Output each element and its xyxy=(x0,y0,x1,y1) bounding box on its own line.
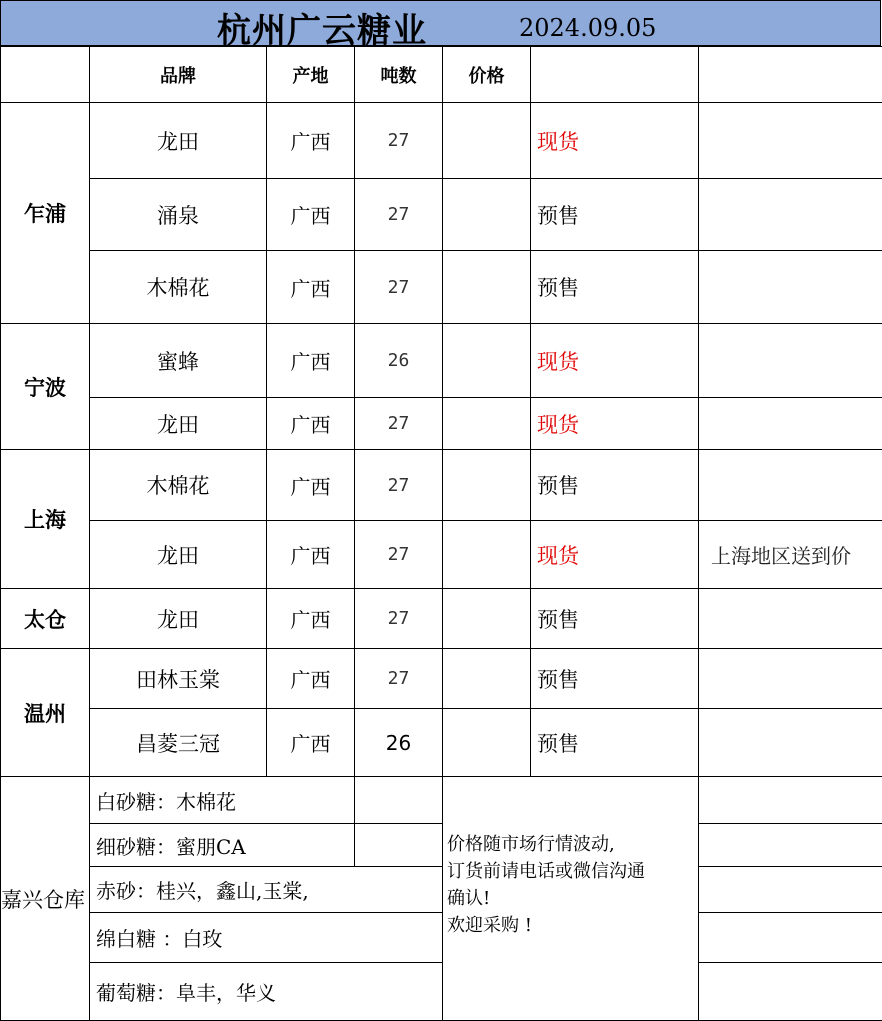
brand-cell: 蜜蜂 xyxy=(90,324,267,398)
note-cell xyxy=(699,251,882,324)
note-cell xyxy=(699,450,882,521)
brand-cell: 龙田 xyxy=(90,103,267,179)
header-row xyxy=(1,47,882,103)
origin-cell: 广西 xyxy=(267,709,355,777)
origin-cell: 广西 xyxy=(267,398,355,450)
company-title: 杭州广云糖业 xyxy=(217,11,427,51)
tons-cell: 27 xyxy=(355,450,443,521)
notice-cell xyxy=(443,777,699,1021)
table-row xyxy=(1,649,882,709)
city-cell: 上海 xyxy=(1,450,90,589)
note-cell xyxy=(699,709,882,777)
origin-cell: 广西 xyxy=(267,649,355,709)
brand-cell: 木棉花 xyxy=(90,251,267,324)
tons-cell: 27 xyxy=(355,521,443,589)
price-cell xyxy=(443,521,531,589)
warehouse-row xyxy=(1,777,882,824)
brand-cell: 龙田 xyxy=(90,398,267,450)
warehouse-row xyxy=(1,963,882,1021)
table-row xyxy=(1,589,882,649)
price-cell xyxy=(443,179,531,251)
table-row xyxy=(1,398,882,450)
note-cell xyxy=(699,324,882,398)
origin-cell: 广西 xyxy=(267,324,355,398)
note-cell xyxy=(699,398,882,450)
price-cell xyxy=(443,398,531,450)
status-cell: 预售 xyxy=(531,589,699,649)
price-cell xyxy=(443,251,531,324)
price-cell xyxy=(443,589,531,649)
notice-line: 价格随市场行情波动, xyxy=(447,834,615,855)
empty-cell xyxy=(699,867,882,913)
empty-cell xyxy=(355,777,443,824)
tons-cell: 26 xyxy=(355,324,443,398)
status-cell: 预售 xyxy=(531,179,699,251)
tons-cell: 27 xyxy=(355,398,443,450)
table-row xyxy=(1,179,882,251)
brand-cell: 龙田 xyxy=(90,521,267,589)
empty-cell xyxy=(355,824,443,867)
product-cell: 细砂糖：蜜朋CA xyxy=(90,824,355,867)
price-cell xyxy=(443,709,531,777)
status-cell: 现货 xyxy=(531,521,699,589)
city-cell: 乍浦 xyxy=(1,103,90,324)
status-cell: 现货 xyxy=(531,103,699,179)
tons-cell: 27 xyxy=(355,649,443,709)
warehouse-row xyxy=(1,867,882,913)
notice-line: 确认! xyxy=(447,888,491,909)
price-cell xyxy=(443,324,531,398)
price-cell xyxy=(443,649,531,709)
table-row xyxy=(1,709,882,777)
origin-cell: 广西 xyxy=(267,589,355,649)
product-cell: 葡萄糖：阜丰，华义 xyxy=(90,963,443,1021)
col-header-tons: 吨数 xyxy=(355,47,443,103)
brand-cell: 木棉花 xyxy=(90,450,267,521)
tons-cell: 26 xyxy=(355,709,443,777)
title-bar xyxy=(0,0,881,51)
city-cell: 太仓 xyxy=(1,589,90,649)
product-cell: 赤砂：桂兴，鑫山,玉棠, xyxy=(90,867,443,913)
brand-cell: 田林玉棠 xyxy=(90,649,267,709)
product-cell: 白砂糖：木棉花 xyxy=(90,777,355,824)
notice-line: 欢迎采购 ! xyxy=(447,915,532,936)
empty-cell xyxy=(699,913,882,963)
origin-cell: 广西 xyxy=(267,179,355,251)
origin-cell: 广西 xyxy=(267,450,355,521)
status-cell: 预售 xyxy=(531,251,699,324)
note-cell xyxy=(699,103,882,179)
tons-cell: 27 xyxy=(355,103,443,179)
brand-cell: 昌菱三冠 xyxy=(90,709,267,777)
col-header-origin: 产地 xyxy=(267,47,355,103)
warehouse-row xyxy=(1,913,882,963)
city-cell: 温州 xyxy=(1,649,90,777)
origin-cell: 广西 xyxy=(267,251,355,324)
delivery-note: 上海地区送到价 xyxy=(699,521,882,589)
tons-cell: 27 xyxy=(355,589,443,649)
col-header-brand: 品牌 xyxy=(90,47,267,103)
product-cell: 绵白糖 ：白玫 xyxy=(90,913,443,963)
col-header-city xyxy=(1,47,90,103)
empty-cell xyxy=(699,963,882,1021)
brand-cell: 涌泉 xyxy=(90,179,267,251)
price-cell xyxy=(443,450,531,521)
origin-cell: 广西 xyxy=(267,521,355,589)
tons-cell: 27 xyxy=(355,251,443,324)
table-row xyxy=(1,251,882,324)
empty-cell xyxy=(699,824,882,867)
origin-cell: 广西 xyxy=(267,103,355,179)
col-header-status xyxy=(531,47,699,103)
warehouse-row xyxy=(1,824,882,867)
note-cell xyxy=(699,649,882,709)
table-row xyxy=(1,324,882,398)
note-cell xyxy=(699,589,882,649)
report-date: 2024.09.05 xyxy=(519,14,657,42)
warehouse-city-cell: 嘉兴仓库 xyxy=(1,777,90,1021)
tons-cell: 27 xyxy=(355,179,443,251)
price-table xyxy=(0,46,882,1021)
col-header-note xyxy=(699,47,882,103)
status-cell: 预售 xyxy=(531,649,699,709)
table-row xyxy=(1,103,882,179)
city-cell: 宁波 xyxy=(1,324,90,450)
notice-line: 订货前请电话或微信沟通 xyxy=(447,861,645,882)
status-cell: 现货 xyxy=(531,398,699,450)
status-cell: 预售 xyxy=(531,709,699,777)
price-cell xyxy=(443,103,531,179)
note-cell xyxy=(699,179,882,251)
col-header-price: 价格 xyxy=(443,47,531,103)
status-cell: 现货 xyxy=(531,324,699,398)
status-cell: 预售 xyxy=(531,450,699,521)
empty-cell xyxy=(699,777,882,824)
table-row xyxy=(1,450,882,521)
brand-cell: 龙田 xyxy=(90,589,267,649)
table-row xyxy=(1,521,882,589)
